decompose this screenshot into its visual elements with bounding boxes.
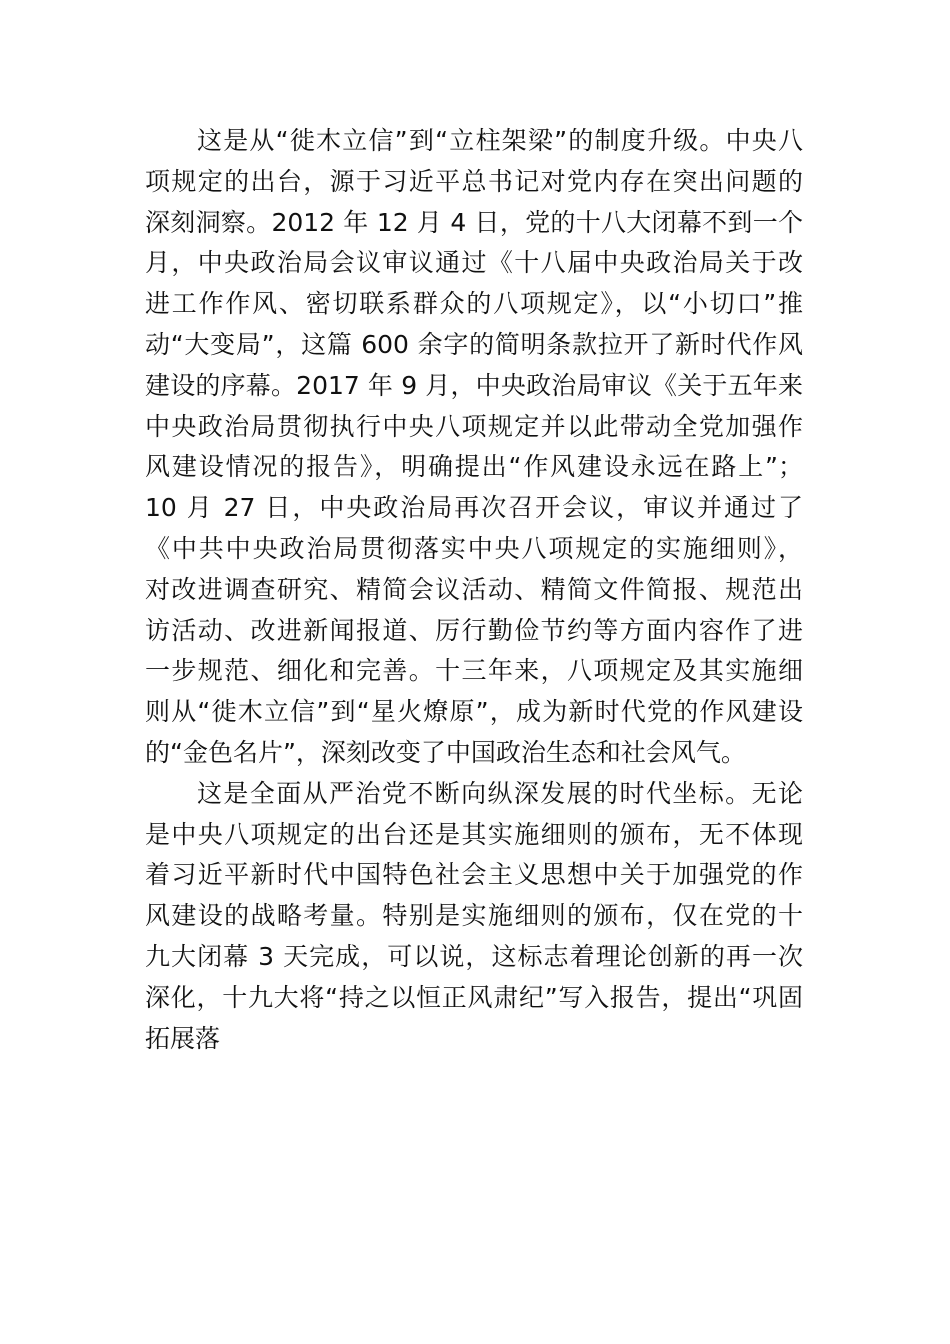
body-text — [145, 121, 803, 1059]
text-line: 对改进调查研究、精简会议活动、精简文件简报、规范出 — [145, 574, 803, 604]
text-line: 中央政治局贯彻执行中央八项规定并以此带动全党加强作 — [145, 411, 803, 441]
text-line: 风建设的战略考量。特别是实施细则的颁布，仅在党的十 — [145, 901, 803, 931]
text-line: 深化，十九大将“持之以恒正风肃纪”写入报告，提出“巩固 — [145, 982, 803, 1012]
text-line: 《中共中央政治局贯彻落实中央八项规定的实施细则》， — [145, 533, 803, 563]
text-line: 九大闭幕 3 天完成，可以说，这标志着理论创新的再一次 — [145, 941, 803, 971]
text-line: 这是全面从严治党不断向纵深发展的时代坐标。无论 — [197, 778, 803, 808]
text-line: 风建设情况的报告》，明确提出“作风建设永远在路上”； — [145, 452, 803, 482]
text-line: 访活动、改进新闻报道、厉行勤俭节约等方面内容作了进 — [145, 615, 803, 645]
text-line: 10 月 27 日，中央政治局再次召开会议，审议并通过了 — [145, 493, 803, 523]
text-line: 一步规范、细化和完善。十三年来，八项规定及其实施细 — [145, 656, 803, 686]
text-line: 拓展落 — [145, 1023, 221, 1053]
paragraph-2 — [145, 774, 803, 1060]
text-line: 项规定的出台，源于习近平总书记对党内存在突出问题的 — [145, 166, 803, 196]
text-line: 动“大变局”，这篇 600 余字的简明条款拉开了新时代作风 — [145, 329, 803, 359]
text-line: 是中央八项规定的出台还是其实施细则的颁布，无不体现 — [145, 819, 803, 849]
text-line: 则从“徙木立信”到“星火燎原”，成为新时代党的作风建设 — [145, 697, 803, 727]
paragraph-1 — [145, 121, 803, 774]
text-line: 深刻洞察。2012 年 12 月 4 日，党的十八大闭幕不到一个 — [145, 207, 803, 237]
text-line: 进工作作风、密切联系群众的八项规定》，以“小切口”推 — [145, 289, 803, 319]
text-line: 着习近平新时代中国特色社会主义思想中关于加强党的作 — [145, 860, 803, 890]
text-line: 这是从“徙木立信”到“立柱架梁”的制度升级。中央八 — [197, 126, 803, 155]
text-line: 建设的序幕。2017 年 9 月，中央政治局审议《关于五年来 — [145, 370, 803, 400]
text-line: 月，中央政治局会议审议通过《十八届中央政治局关于改 — [145, 248, 803, 278]
text-line: 的“金色名片”，深刻改变了中国政治生态和社会风气。 — [145, 737, 746, 767]
